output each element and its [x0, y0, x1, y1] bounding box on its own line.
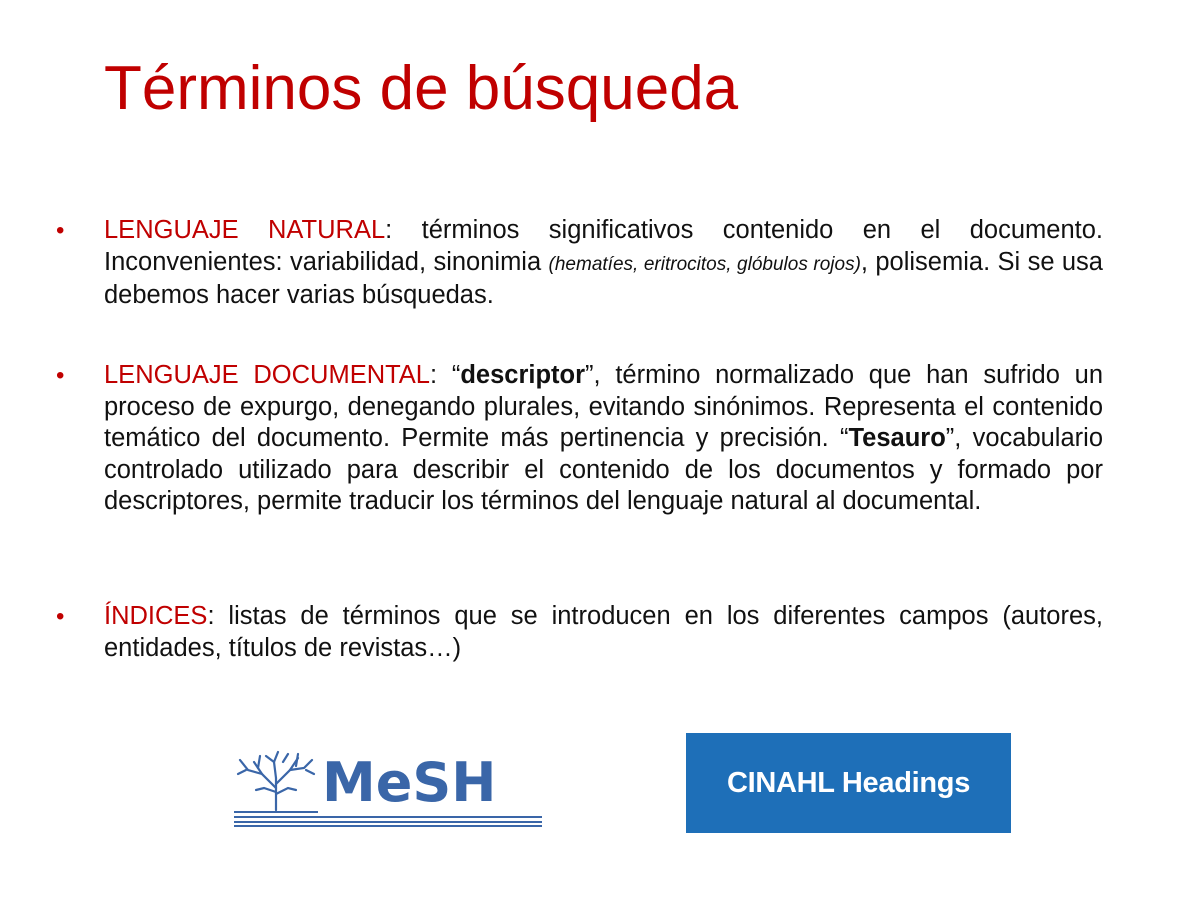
bullet-lenguaje-natural: [56, 215, 1103, 312]
bullet-bold-term: Tesauro: [848, 424, 946, 452]
cinahl-headings-logo: CINAHL Headings: [686, 733, 1011, 833]
bullet-label: ÍNDICES: [104, 602, 208, 630]
bullet-text: ”, vocabulario controlado utilizado para describir el contenido de los documentos y formado por descriptores, permite traducir los términos del lenguaje natural al documental.: [104, 424, 1103, 515]
bullet-marker: •: [56, 217, 65, 244]
bullet-bold-term: descriptor: [460, 361, 586, 389]
bullet-text: : términos significativos contenido en el documento. Inconvenientes: variabilidad, sinonimia: [104, 216, 1103, 276]
mesh-wordmark: MeSH: [322, 751, 497, 814]
bullet-label: LENGUAJE NATURAL: [104, 216, 386, 244]
bullet-marker: •: [56, 603, 65, 630]
bullet-lenguaje-documental: [56, 360, 1104, 518]
slide-title: Términos de búsqueda: [104, 54, 739, 123]
bullet-indices: [56, 601, 1103, 664]
mesh-logo: [234, 748, 544, 828]
bullet-text: : listas de términos que se introducen en los diferentes campos (autores, entidades, títulos de revistas…): [104, 602, 1103, 662]
bullet-text: : “: [430, 361, 461, 389]
bullet-example: (hematíes, eritrocitos, glóbulos rojos): [548, 253, 861, 275]
bullet-label: LENGUAJE DOCUMENTAL: [104, 361, 430, 389]
bullet-text: , polisemia. Si se usa debemos hacer varias búsquedas.: [104, 247, 1103, 309]
bullet-text: ”, término normalizado que han sufrido un proceso de expurgo, denegando plurales, evitando sinónimos. Representa el contenido temático del documento. Permite más pertinencia y precisión. “: [104, 361, 1104, 452]
bullet-marker: •: [56, 362, 65, 389]
